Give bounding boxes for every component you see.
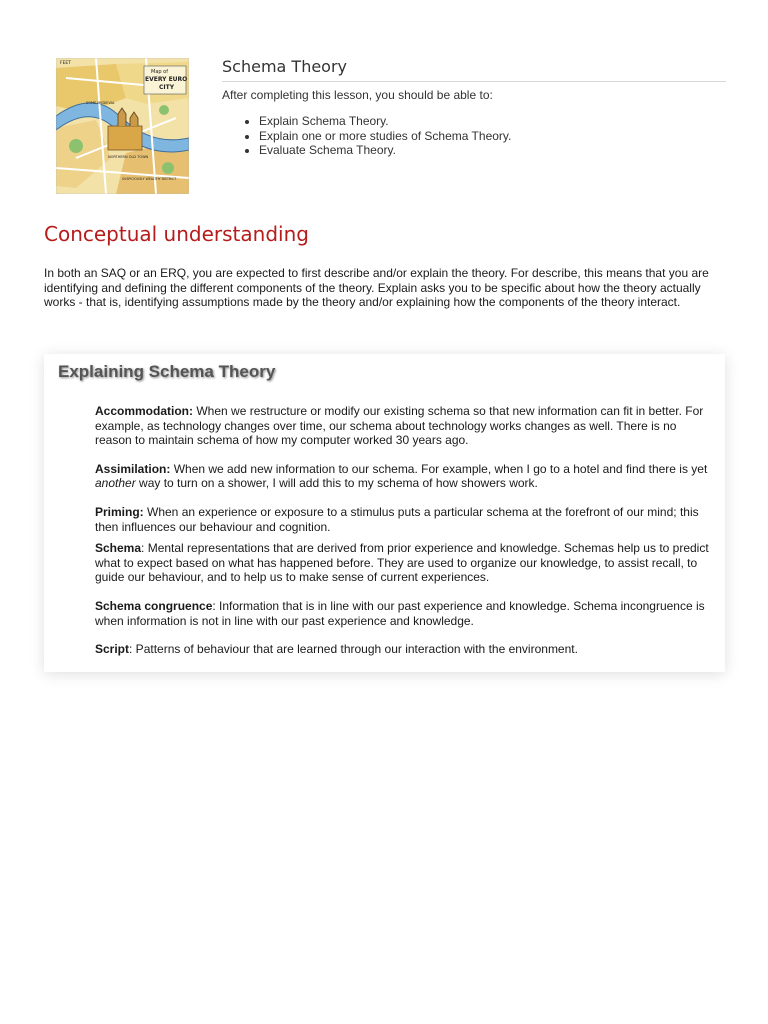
section-heading: Conceptual understanding [44, 222, 309, 246]
objective-item: • Explain Schema Theory. [259, 114, 511, 129]
glossary-definition: : Patterns of behaviour that are learned through our interaction with the environment. [129, 642, 578, 657]
glossary-entry-assimilation [95, 462, 709, 491]
lesson-title: Schema Theory [222, 57, 726, 82]
glossary-term: Priming: [95, 504, 144, 519]
glossary-term: Schema congruence [95, 598, 213, 613]
glossary-term: Script [95, 642, 130, 657]
emphasis-text: another [95, 476, 136, 491]
svg-text:NORTHERN OLD TOWN: NORTHERN OLD TOWN [108, 155, 149, 159]
glossary-entry-script [95, 642, 709, 657]
glossary-definition: When we restructure or modify our existing schema so that new information can fit in better. For example, as technology changes over time, our schema about technology works changes as well. There is no reason to maintain schema of how my computer worked 30 years ago. [95, 404, 704, 448]
glossary-definition: way to turn on a shower, I will add this to my schema of how showers work. [135, 476, 538, 491]
schema-theory-card [44, 354, 725, 672]
glossary-entry-schema [95, 541, 709, 585]
card-title: Explaining Schema Theory [58, 362, 276, 381]
glossary [95, 404, 709, 671]
glossary-definition: : Mental representations that are derived from prior experience and knowledge. Schemas help us to predict what to expect based on what has happened before. They are used to organize our knowledge, to assist recall, to guide our behaviour, and to help us to make sense of current experiences. [95, 541, 709, 585]
glossary-definition: : Information that is in line with our past experience and knowledge. Schema incongruence is when information is not in line with our past experience and knowledge. [95, 598, 705, 628]
glossary-term: Accommodation: [95, 404, 194, 418]
svg-text:CITY: CITY [159, 84, 175, 91]
svg-text:SOME MEDIEVAL: SOME MEDIEVAL [86, 101, 116, 105]
learning-objectives-list [222, 114, 511, 158]
objective-item: • Evaluate Schema Theory. [259, 143, 511, 158]
svg-text:FEET: FEET [60, 61, 72, 66]
objective-item: • Explain one or more studies of Schema Theory. [259, 129, 511, 144]
section-paragraph: In both an SAQ or an ERQ, you are expected to first describe and/or explain the theory. For describe, this means that you are identifying and defining the different components of the theory. Explain asks you to be specific about how the theory actually works - that is, identifying assumptions made by the theory and/or explaining how the components of the theory interact. [44, 266, 709, 310]
glossary-entry-priming [95, 505, 709, 534]
glossary-term: Assimilation: [95, 461, 171, 476]
glossary-term: Schema [95, 541, 142, 556]
svg-text:Map of: Map of [151, 69, 168, 75]
glossary-entry-accommodation [95, 404, 709, 448]
glossary-definition: When an experience or exposure to a stimulus puts a particular schema at the forefront of our mind; this then influences our behaviour and cognition. [95, 504, 699, 534]
svg-text:SUSPICIOUSLY WEALTHY DISTRICT: SUSPICIOUSLY WEALTHY DISTRICT [122, 177, 177, 181]
glossary-definition: When we add new information to our schema. For example, when I go to a hotel and find there is yet [170, 461, 708, 476]
city-map-image [56, 58, 189, 194]
svg-text:EVERY EURO: EVERY EURO [145, 76, 188, 83]
lesson-intro: After completing this lesson, you should be able to: [222, 88, 493, 102]
glossary-entry-schema-congruence [95, 599, 709, 628]
city-map-illustration [56, 58, 189, 194]
